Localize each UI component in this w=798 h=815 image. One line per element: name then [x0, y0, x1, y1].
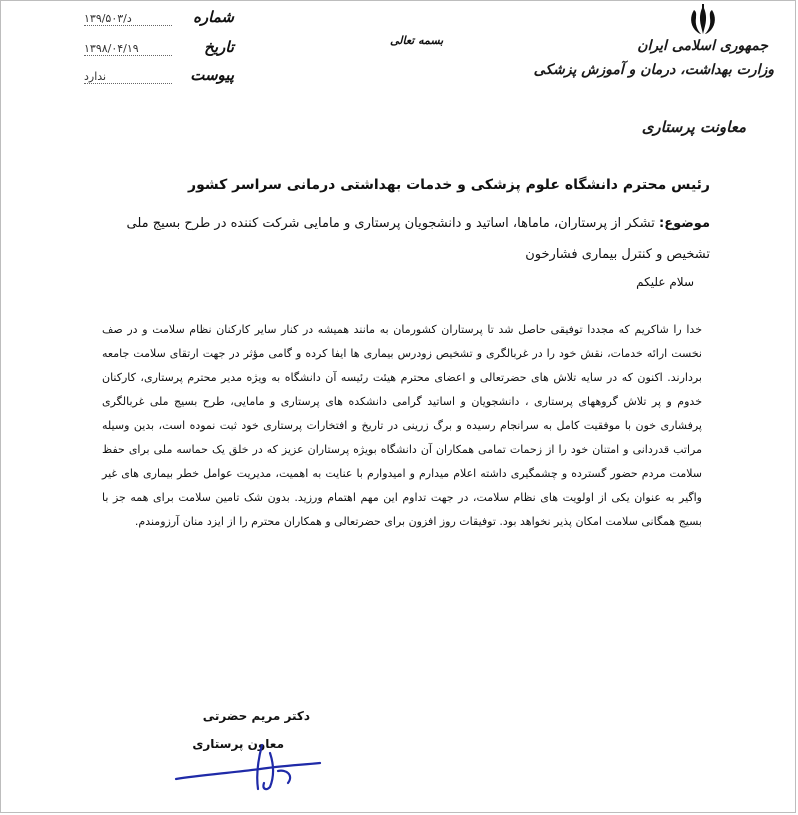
number-value: ۱۳۹/۵۰۳/د — [84, 12, 172, 26]
letter-attachment-row — [84, 66, 234, 88]
signer-name: دکتر مریم حضرتی — [202, 709, 310, 723]
ministry-name: وزارت بهداشت، درمان و آموزش پزشکی — [533, 62, 774, 78]
letter-date-row — [84, 38, 234, 60]
handwritten-signature-icon — [170, 735, 330, 795]
greeting: سلام علیکم — [636, 275, 694, 289]
government-name: جمهوری اسلامی ایران — [637, 38, 768, 54]
deputy-name: معاونت پرستاری — [641, 118, 746, 136]
signer-title: معاون پرستاری — [192, 737, 284, 751]
subject-text: تشکر از پرستاران، ماماها، اساتید و دانشجویان پرستاری و مامایی شرکت کننده در طرح بسیج ملی تشخیص و کنترل بیماری فشارخون — [126, 216, 710, 262]
date-label: تاریخ — [204, 38, 234, 56]
subject-label: موضوع: — [659, 216, 710, 231]
date-value: ۱۳۹۸/۰۴/۱۹ — [84, 42, 172, 56]
addressee: رئیس محترم دانشگاه علوم پزشکی و خدمات بهداشتی درمانی سراسر کشور — [188, 177, 710, 193]
subject-line — [100, 208, 710, 270]
letter-body: خدا را شاکریم که مجددا توفیقی حاصل شد تا پرستاران کشورمان به مانند همیشه در کنار سایر کارکنان نظام سلامت و در صف نخست ارائه خدمات، نقش خود را در غربالگری و تشخیص زودرس بیماری ها ایفا کرده و گامی مؤثر در جهت ارتقای سلامت جامعه بردارند. اکنون که در سایه تلاش های حضرتعالی و اعضای محترم هیئت رئیسه آن دانشگاه به ویژه مدیر محترم پرستاری، کارکنان خدوم و پر تلاش گروههای پرستاری ، دانشجویان و اساتید گرامی دانشکده های پرستاری و مامایی، طرح بسیج ملی غربالگری پرفشاری خون با موفقیت کامل به سرانجام رسیده و برگ زرینی در تاریخ و افتخارات پرستاری خود ثبت نموده است، بدین وسیله مراتب قدردانی و امتنان خود را از زحمات تمامی همکاران آن دانشگاه بویژه پرستاران عزیز که در خلق یک حماسه ملی برای حفظ سلامت مردم حضور گسترده و چشمگیری داشته اعلام میدارم و امیدوارم با عنایت به اهمیت، مدیریت عوامل خطر بیماری های غیر واگیر به عنوان یکی از اولویت های نظام سلامت، در جهت تداوم این مهم اهتمام ورزید. بدون شک تامین سلامت برای همه جز با بسیج همگانی سلامت امکان پذیر نخواهد بود. توفیقات روز افزون برای حضرتعالی و همکاران محترم را از ایزد منان آرزومندم. — [102, 323, 702, 528]
iran-emblem-icon — [686, 4, 720, 38]
letter-number-row — [84, 8, 234, 30]
bismillah-heading: بسمه تعالی — [390, 34, 444, 47]
attachment-value: ندارد — [84, 70, 172, 84]
attachment-label: پیوست — [190, 66, 234, 84]
number-label: شماره — [193, 8, 234, 26]
